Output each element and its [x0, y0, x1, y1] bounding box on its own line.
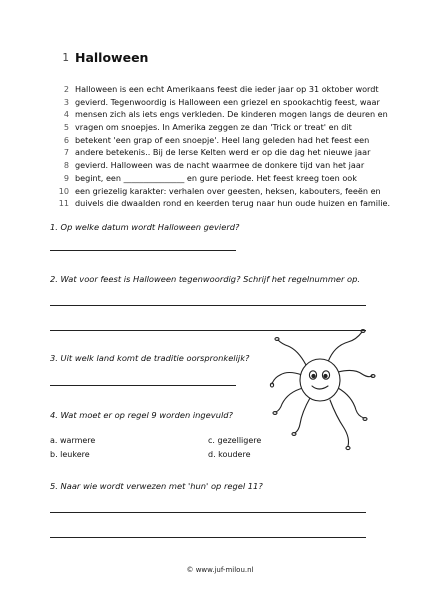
text-line	[55, 96, 425, 109]
line-number: 10	[58, 185, 69, 196]
line-number: 4	[63, 109, 69, 120]
line-number: 11	[58, 198, 69, 209]
line-number: 2	[63, 84, 69, 94]
text-line	[55, 108, 425, 121]
line-text: vragen om snoepjes. In Amerika zeggen ze dan 'Trick or treat' en dit	[75, 122, 352, 133]
line-text: betekent 'een grap of een snoepje'. Heel lang geleden had het feest een	[75, 134, 370, 145]
answer-line-2a[interactable]	[50, 305, 366, 306]
answer-line-5b[interactable]	[50, 537, 366, 538]
line-number: 6	[63, 134, 69, 145]
line-number: 7	[63, 147, 69, 158]
option-a[interactable]: a. warmere	[50, 436, 96, 445]
footer-copyright: © www.juf-milou.nl	[186, 566, 254, 574]
question-1: 1. Op welke datum wordt Halloween gevierd?	[50, 222, 240, 232]
question-2: 2. Wat voor feest is Halloween tegenwoordig? Schrijf het regelnummer op.	[50, 274, 361, 284]
line-number: 9	[63, 172, 69, 183]
line-number: 5	[63, 122, 69, 133]
line-number: 1	[62, 52, 69, 64]
line-text: duivels die dwaalden rond en keerden terug naar hun oude huizen en familie.	[75, 198, 391, 209]
line-text: mensen zich als iets engs verkleden. De kinderen mogen langs de deuren en	[75, 109, 388, 120]
text-line	[55, 159, 425, 172]
question-3: 3. Uit welk land komt de traditie oorspronkelijk?	[50, 353, 250, 363]
option-b[interactable]: b. leukere	[50, 450, 90, 459]
option-c[interactable]: c. gezelligere	[208, 436, 262, 445]
question-5: 5. Naar wie wordt verwezen met 'hun' op regel 11?	[50, 481, 263, 491]
line-number: 8	[63, 160, 69, 171]
text-line	[55, 134, 425, 147]
spider-icon	[268, 320, 378, 455]
reading-text	[55, 83, 425, 210]
text-line	[55, 83, 425, 96]
line-number: 3	[63, 96, 69, 107]
text-line	[55, 121, 425, 134]
line-text: andere betekenis.. Bij de Ierse Kelten werd er op die dag het nieuwe jaar	[75, 147, 371, 158]
text-line	[55, 146, 425, 159]
line-text: begint, een _______________ en gure periode. Het feest kreeg toen ook	[75, 172, 357, 183]
line-text: gevierd. Tegenwoordig is Halloween een griezel en spookachtig feest, waar	[75, 96, 380, 107]
answer-line-5a[interactable]	[50, 512, 366, 513]
answer-line-1[interactable]	[50, 250, 236, 251]
text-line	[55, 172, 425, 185]
title-text: Halloween	[75, 50, 149, 65]
line-text: een griezelig karakter: verhalen over geesten, heksen, kabouters, feeën en	[75, 185, 381, 196]
line-text: gevierd. Halloween was de nacht waarmee de donkere tijd van het jaar	[75, 160, 365, 171]
text-line	[55, 197, 425, 210]
answer-line-3[interactable]	[50, 385, 236, 386]
option-d[interactable]: d. koudere	[208, 450, 251, 459]
line-text: Halloween is een echt Amerikaans feest die ieder jaar op 31 oktober wordt	[75, 84, 379, 94]
text-line	[55, 185, 425, 198]
question-4: 4. Wat moet er op regel 9 worden ingevuld?	[50, 410, 233, 420]
